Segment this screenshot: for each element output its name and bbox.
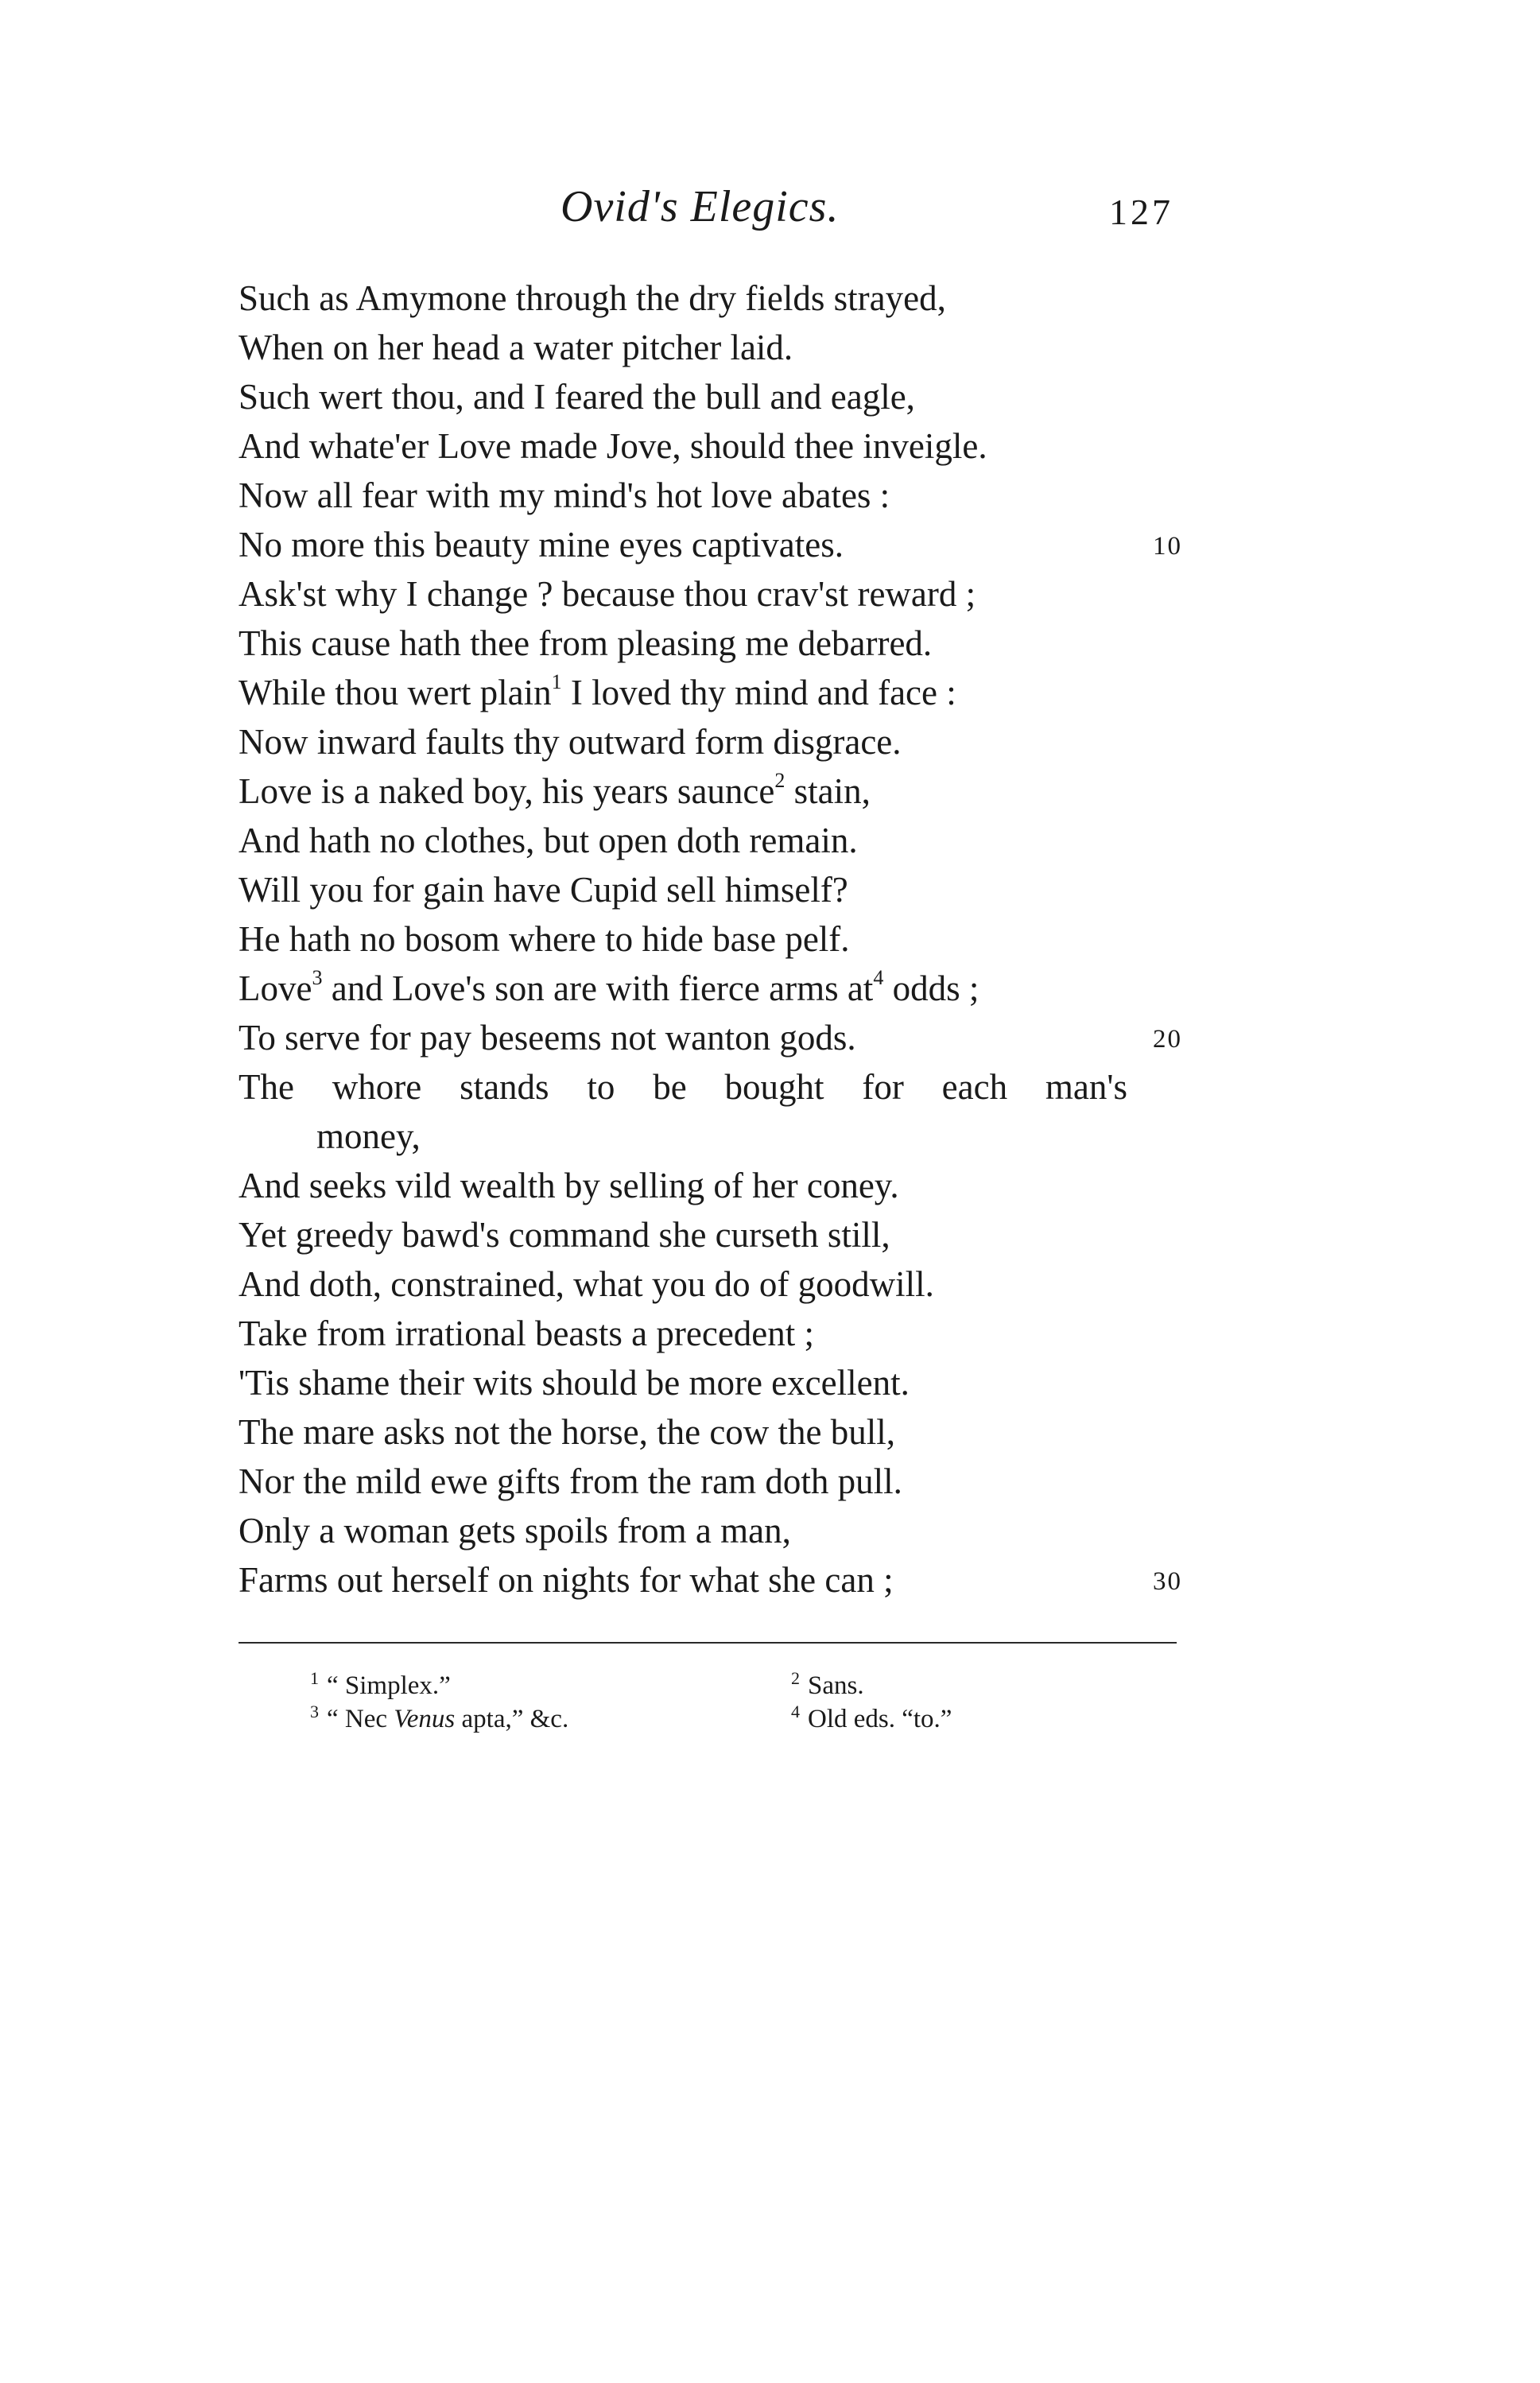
verse-line — [239, 1309, 1161, 1358]
verse-text — [239, 623, 932, 663]
text-run: No more this beauty mine eyes captivates. — [239, 525, 844, 565]
verse-text — [239, 1018, 856, 1058]
poem-text — [239, 274, 1182, 1605]
verse-line — [239, 1013, 1182, 1062]
text-run: Farms out herself on nights for what she can ; — [239, 1560, 894, 1600]
text-run: Such as Amymone through the dry fields strayed, — [239, 278, 946, 318]
verse-line — [239, 323, 1161, 372]
verse-text — [239, 1314, 814, 1353]
text-run: money, — [316, 1116, 421, 1156]
text-run: And hath no clothes, but open doth remain. — [239, 821, 858, 860]
footnote-number: 4 — [791, 1702, 800, 1721]
verse-text — [239, 670, 956, 712]
text-run: When on her head a water pitcher laid. — [239, 328, 793, 367]
verse-line — [239, 1161, 1161, 1210]
text-run: odds ; — [883, 968, 979, 1008]
verse-line — [239, 569, 1161, 619]
text-run: The mare asks not the horse, the cow the bull, — [239, 1412, 896, 1452]
footnote-number: 1 — [310, 1668, 319, 1688]
verse-line — [239, 1506, 1161, 1555]
verse-line — [239, 421, 1161, 471]
footnote-reference: 3 — [312, 966, 323, 989]
verse-line — [239, 520, 1182, 569]
footnote-reference: 4 — [873, 966, 884, 989]
text-run: Now all fear with my mind's hot love abates : — [239, 475, 890, 515]
verse-line — [239, 668, 1161, 717]
verse-line — [239, 914, 1161, 964]
text-run: stain, — [785, 771, 871, 811]
line-number: 10 — [1153, 532, 1182, 561]
verse-text — [239, 1461, 902, 1501]
text-run: “ Nec — [327, 1705, 394, 1733]
verse-text — [239, 1412, 895, 1452]
text-run: Sans. — [808, 1671, 864, 1700]
verse-text — [239, 821, 858, 860]
verse-line — [239, 372, 1161, 421]
text-run: apta,” &c. — [455, 1705, 569, 1733]
verse-text — [239, 1067, 1127, 1107]
footnote-1 — [310, 1670, 451, 1702]
footnote-4 — [791, 1703, 952, 1735]
verse-text — [239, 278, 946, 318]
verse-line — [239, 274, 1161, 323]
verse-line — [239, 1555, 1182, 1605]
verse-text — [239, 870, 848, 910]
verse-line — [239, 1407, 1161, 1457]
verse-text — [239, 377, 915, 417]
verse-text — [239, 525, 844, 565]
text-run: Love is a naked boy, his years saunce — [239, 771, 775, 811]
verse-line — [239, 1210, 1161, 1259]
footnote-3 — [310, 1703, 568, 1735]
text-run: Nor the mild ewe gifts from the ram doth pull. — [239, 1461, 902, 1501]
footnote-rule — [239, 1642, 1177, 1644]
text-run: He hath no bosom where to hide base pelf. — [239, 919, 850, 959]
verse-text — [239, 771, 871, 811]
text-run: While thou wert plain — [239, 673, 552, 712]
italic-run: Venus — [394, 1705, 456, 1733]
text-run: Only a woman gets spoils from a man, — [239, 1511, 791, 1551]
verse-text — [239, 475, 890, 515]
verse-line — [239, 1062, 1127, 1112]
text-run: Such wert thou, and I feared the bull and eagle, — [239, 377, 915, 417]
verse-text — [239, 1166, 899, 1205]
footnote-reference: 2 — [774, 769, 786, 792]
footnote-2 — [791, 1670, 864, 1702]
verse-line — [239, 717, 1161, 767]
text-run: To serve for pay beseems not wanton gods. — [239, 1018, 856, 1058]
verse-line — [239, 816, 1161, 865]
verse-text — [316, 1116, 421, 1156]
verse-line — [239, 1112, 1161, 1161]
verse-line — [239, 1259, 1161, 1309]
verse-line — [239, 619, 1161, 668]
footnote-reference: 1 — [551, 670, 562, 693]
text-run: I loved thy mind and face : — [561, 673, 956, 712]
text-run: And whate'er Love made Jove, should thee inveigle. — [239, 426, 987, 466]
verse-line — [239, 767, 1161, 816]
verse-text — [239, 1511, 791, 1551]
text-run: This cause hath thee from pleasing me debarred. — [239, 623, 933, 663]
text-run: And doth, constrained, what you do of goodwill. — [239, 1264, 934, 1304]
verse-text — [239, 722, 902, 762]
line-number: 30 — [1153, 1567, 1182, 1596]
verse-text — [239, 1560, 894, 1600]
verse-text — [239, 968, 979, 1008]
text-run: Now inward faults thy outward form disgrace. — [239, 722, 902, 762]
footnote-number: 3 — [310, 1702, 319, 1721]
verse-line — [239, 964, 1161, 1013]
verse-text — [239, 328, 793, 367]
verse-text — [239, 574, 976, 614]
text-run: And seeks vild wealth by selling of her coney. — [239, 1166, 899, 1205]
verse-text — [239, 1264, 934, 1304]
verse-line — [239, 1457, 1161, 1506]
page-number: 127 — [1109, 192, 1173, 232]
verse-line — [239, 865, 1161, 914]
text-run: 'Tis shame their wits should be more excellent. — [239, 1363, 910, 1403]
line-number: 20 — [1153, 1025, 1182, 1054]
verse-line — [239, 471, 1161, 520]
verse-text — [239, 426, 987, 466]
text-run: The whore stands to be bought for each man's — [239, 1067, 1127, 1107]
text-run: Yet greedy bawd's command she curseth still, — [239, 1215, 890, 1255]
verse-text — [239, 919, 850, 959]
footnote-number: 2 — [791, 1668, 800, 1688]
text-run: Love — [239, 968, 312, 1008]
text-run: “ Simplex.” — [327, 1671, 451, 1700]
verse-text — [239, 1363, 910, 1403]
text-run: Take from irrational beasts a precedent ; — [239, 1314, 815, 1353]
verse-text — [239, 1215, 890, 1255]
text-run: and Love's son are with fierce arms at — [322, 968, 874, 1008]
text-run: Old eds. “to.” — [808, 1705, 952, 1733]
running-title: Ovid's Elegics. — [561, 182, 840, 231]
text-run: Will you for gain have Cupid sell himself? — [239, 870, 848, 910]
text-run: Ask'st why I change ? because thou crav'st reward ; — [239, 574, 976, 614]
verse-line — [239, 1358, 1161, 1407]
